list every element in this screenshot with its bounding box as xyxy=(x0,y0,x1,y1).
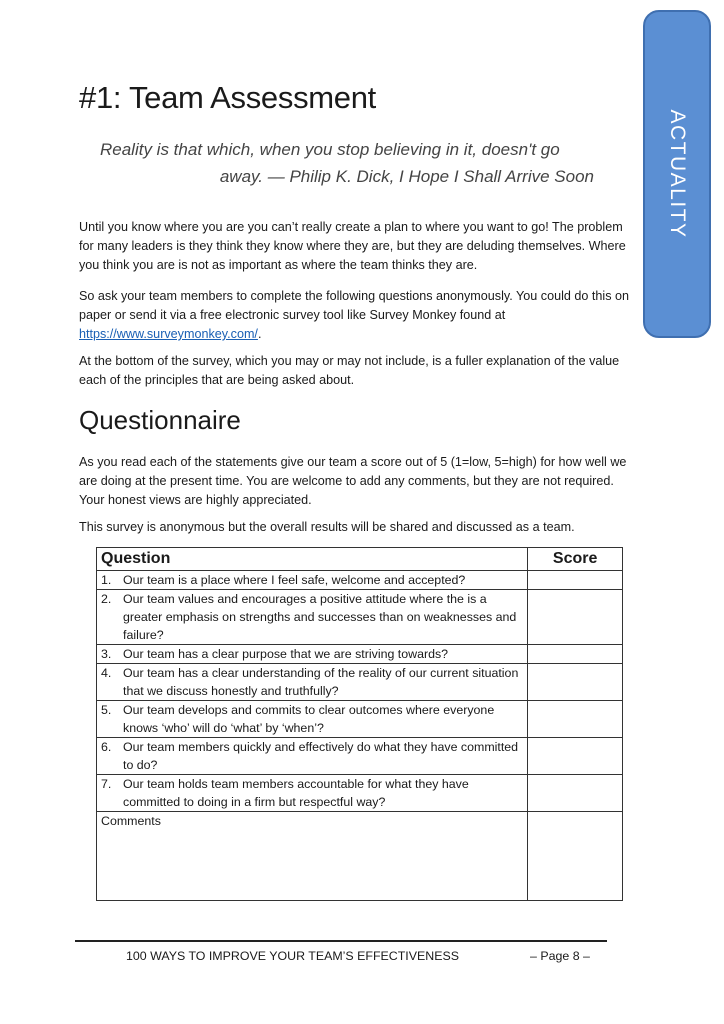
table-row xyxy=(97,645,623,664)
comments-row xyxy=(97,812,623,901)
question-number: 7. xyxy=(101,777,112,791)
table-header-row xyxy=(97,548,623,571)
comments-label: Comments xyxy=(101,814,161,828)
question-number: 3. xyxy=(101,647,112,661)
table-row xyxy=(97,664,623,701)
question-cell xyxy=(97,775,528,812)
question-number: 1. xyxy=(101,573,112,587)
section-side-tab xyxy=(643,10,711,338)
score-cell[interactable] xyxy=(528,664,623,701)
intro-paragraph-3: At the bottom of the survey, which you may or may not include, is a fuller explanation of the value each of the principles that are being asked about. xyxy=(79,354,620,387)
question-text: Our team values and encourages a positive attitude where the is a greater emphasis on strengths and successes than on weaknesses and failure? xyxy=(123,592,517,642)
question-text: Our team members quickly and effectively do what they have committed to do? xyxy=(123,740,519,772)
section-title: Questionnaire xyxy=(79,405,241,435)
score-cell[interactable] xyxy=(528,701,623,738)
epigraph-quote xyxy=(100,136,594,190)
quote-line-1: Reality is that which, when you stop believing in it, doesn't go xyxy=(100,140,560,159)
question-number: 6. xyxy=(101,740,112,754)
intro-paragraph-1: Until you know where you are you can’t really create a plan to where you want to go! The problem for many leaders is they think they know where they are, but they are deluding themselves. Where you think you are is not as important as where the team thinks they are. xyxy=(79,220,626,272)
score-cell[interactable] xyxy=(528,645,623,664)
intro-paragraph-2-end: . xyxy=(257,327,262,341)
table-row xyxy=(97,701,623,738)
question-cell xyxy=(97,664,528,701)
score-column-header: Score xyxy=(528,548,623,571)
anonymity-note: This survey is anonymous but the overall results will be shared and discussed as a team. xyxy=(79,520,575,534)
comments-score-cell xyxy=(528,812,623,901)
footer-book-title: 100 WAYS TO IMPROVE YOUR TEAM’S EFFECTIVENESS xyxy=(126,949,460,963)
question-cell xyxy=(97,701,528,738)
score-cell[interactable] xyxy=(528,571,623,590)
table-row xyxy=(97,590,623,645)
table-row xyxy=(97,775,623,812)
question-column-header: Question xyxy=(97,548,528,571)
intro-paragraph-2-text: So ask your team members to complete the following questions anonymously. You could do this on paper or send it via a free electronic survey tool like Survey Monkey found at xyxy=(79,289,630,322)
question-text: Our team holds team members accountable for what they have committed to doing in a firm but respectful way? xyxy=(123,777,469,809)
questionnaire-instructions: As you read each of the statements give our team a score out of 5 (1=low, 5=high) for how well we are doing at the present time. You are welcome to add any comments, but they are not required. Your honest views are highly appreciated. xyxy=(79,455,627,507)
question-number: 2. xyxy=(101,592,112,606)
question-cell xyxy=(97,738,528,775)
quote-line-2: away. — Philip K. Dick, I Hope I Shall Arrive Soon xyxy=(219,167,594,186)
score-cell[interactable] xyxy=(528,590,623,645)
question-cell xyxy=(97,590,528,645)
page-title: #1: Team Assessment xyxy=(79,80,376,115)
question-cell xyxy=(97,571,528,590)
survey-table xyxy=(96,547,623,901)
surveymonkey-link[interactable]: https://www.surveymonkey.com/ xyxy=(79,327,258,341)
table-row xyxy=(97,738,623,775)
score-cell[interactable] xyxy=(528,738,623,775)
table-row xyxy=(97,571,623,590)
side-tab-label: ACTUALITY xyxy=(666,109,689,239)
question-number: 4. xyxy=(101,666,112,680)
question-text: Our team has a clear purpose that we are striving towards? xyxy=(123,647,449,661)
question-cell xyxy=(97,645,528,664)
footer-page-number: – Page 8 – xyxy=(530,949,590,963)
question-text: Our team is a place where I feel safe, welcome and accepted? xyxy=(123,573,466,587)
comments-cell[interactable] xyxy=(97,812,528,901)
question-text: Our team has a clear understanding of the reality of our current situation that we discuss honestly and truthfully? xyxy=(123,666,519,698)
question-number: 5. xyxy=(101,703,112,717)
question-text: Our team develops and commits to clear outcomes where everyone knows ‘who’ will do ‘what’ by ‘when’? xyxy=(123,703,495,735)
footer-rule xyxy=(75,940,607,942)
score-cell[interactable] xyxy=(528,775,623,812)
intro-paragraph-2 xyxy=(79,287,639,344)
